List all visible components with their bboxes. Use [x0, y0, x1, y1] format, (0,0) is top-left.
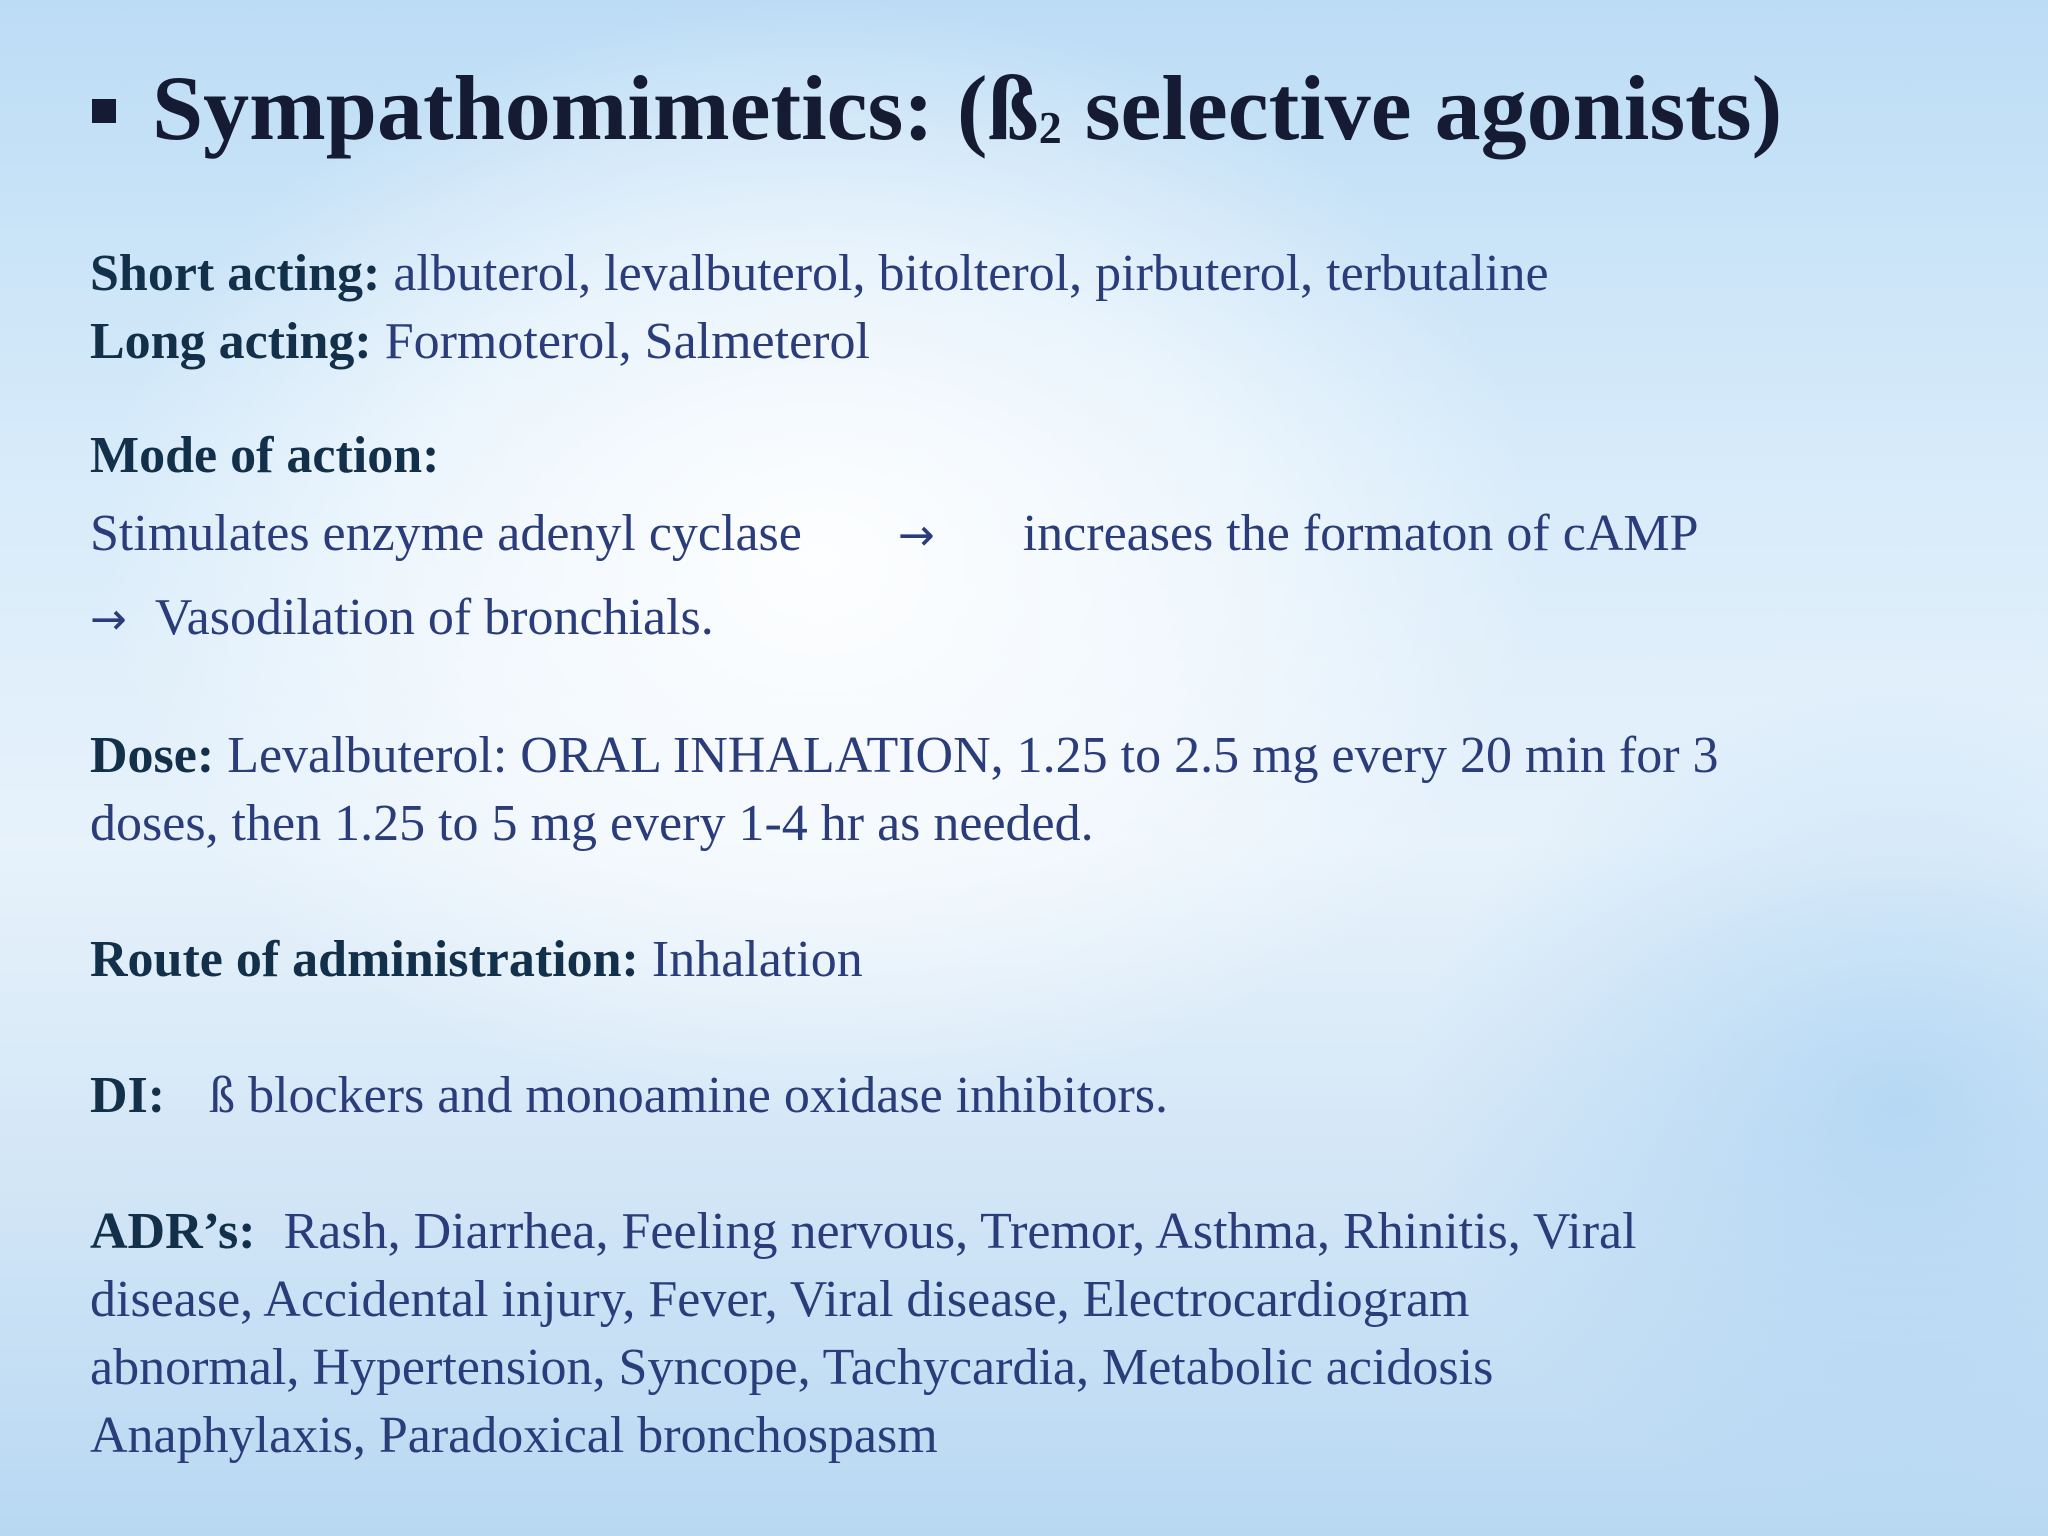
mode-step-1: Stimulates enzyme adenyl cyclase: [90, 505, 802, 562]
adr-text-2: disease, Accidental injury, Fever, Viral disease, Electrocardiogram: [90, 1271, 1470, 1328]
dose-label: Dose:: [90, 727, 215, 784]
adr-text-3: abnormal, Hypertension, Syncope, Tachycardia, Metabolic acidosis: [90, 1339, 1494, 1396]
square-bullet-icon: [92, 99, 116, 123]
dose-text-2: doses, then 1.25 to 5 mg every 1-4 hr as needed.: [90, 795, 1094, 852]
title-text: Sympathomimetics: ($ß_2$ selective agonists): [152, 57, 1783, 159]
adr-text-1: Rash, Diarrhea, Feeling nervous, Tremor, Asthma, Rhinitis, Viral: [283, 1203, 1637, 1260]
long-acting-label: Long acting:: [90, 313, 372, 370]
short-acting-label: Short acting:: [90, 245, 381, 302]
long-acting-value: Formoterol, Salmeterol: [371, 313, 870, 370]
di-line: [90, 1062, 1990, 1130]
short-acting-line: [90, 240, 1990, 308]
mode-of-action-row-2: [90, 584, 1990, 654]
adr-line-3: [90, 1334, 1990, 1402]
adr-line-2: [90, 1266, 1990, 1334]
short-acting-value: albuterol, levalbuterol, bitolterol, pirbuterol, terbutaline: [380, 245, 1549, 302]
mode-step-3: Vasodilation of bronchials.: [154, 589, 714, 646]
mode-of-action-row-1: [90, 500, 1990, 570]
title-subscript: 2: [1038, 102, 1062, 153]
adr-line-1: [90, 1198, 1990, 1266]
slide-title: [92, 57, 1783, 159]
mode-of-action-heading: [90, 422, 1990, 490]
adr-line-4: [90, 1402, 1990, 1470]
slide-body: [90, 240, 1990, 1470]
right-arrow-icon: →: [897, 510, 935, 561]
dose-line-2: [90, 790, 1990, 858]
mode-of-action-label: Mode of action:: [90, 427, 440, 484]
right-arrow-icon: →: [90, 594, 127, 645]
mode-step-2: increases the formaton of cAMP: [1022, 505, 1699, 562]
route-line: [90, 926, 1990, 994]
dose-line-1: [90, 722, 1990, 790]
dose-text-1: Levalbuterol: ORAL INHALATION, 1.25 to 2.5 mg every 20 min for 3: [214, 727, 1719, 784]
long-acting-line: [90, 308, 1990, 376]
di-value: ß blockers and monoamine oxidase inhibitors.: [209, 1067, 1169, 1124]
route-value: Inhalation: [638, 931, 863, 988]
di-label: DI:: [90, 1067, 166, 1124]
route-label: Route of administration:: [90, 931, 639, 988]
adr-label: ADR’s:: [90, 1203, 256, 1260]
adr-text-4: Anaphylaxis, Paradoxical bronchospasm: [90, 1407, 938, 1464]
